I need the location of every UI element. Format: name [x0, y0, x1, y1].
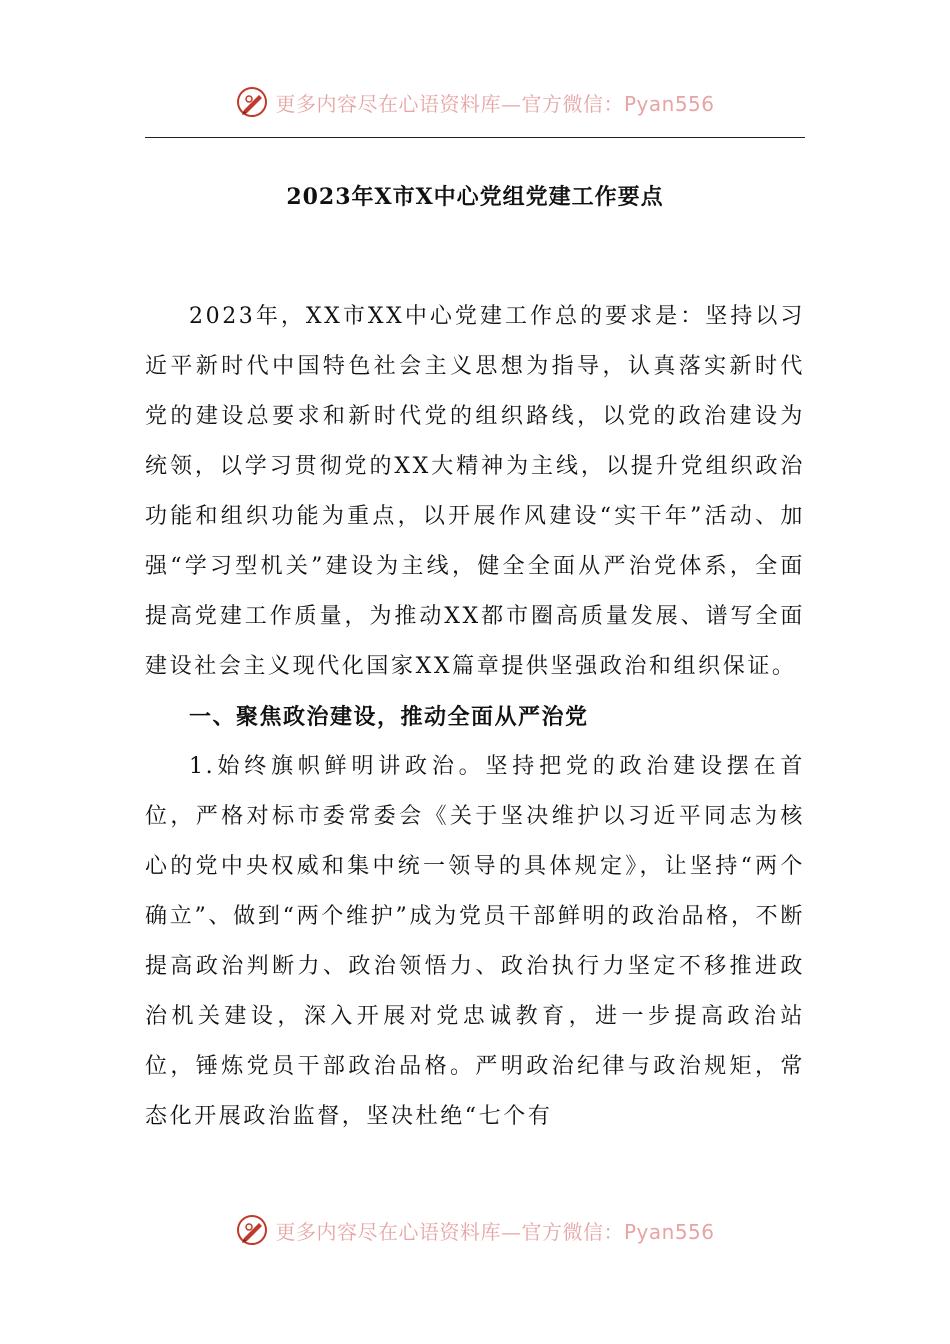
watermark-text: 更多内容尽在心语资料库—官方微信：Pyan556 [275, 1219, 715, 1244]
pen-logo-icon [235, 1213, 269, 1247]
section-heading: 一、聚焦政治建设，推动全面从严治党 [189, 704, 589, 730]
item-paragraph: 1.始终旗帜鲜明讲政治。坚持把党的政治建设摆在首位，严格对标市委常委会《关于坚决维护以习近平同志为核心的党中央权威和集中统一领导的具体规定》，让坚持“两个确立”、做到“两个维护”成为党员干部鲜明的政治品格，不断提高政治判断力、政治领悟力、政治执行力坚定不移推进政治机关建设，深入开展对党忠诚教育，进一步提高政治站位，锤炼党员干部政治品格。严明政治纪律与政治规矩，常态化开展政治监督，坚决杜绝“七个有 [145, 754, 805, 1129]
intro-paragraph: 2023年，XX市XX中心党建工作总的要求是：坚持以习近平新时代中国特色社会主义思想为指导，认真落实新时代党的建设总要求和新时代党的组织路线，以党的政治建设为统领，以学习贯彻党的XX大精神为主线，以提升党组织政治功能和组织功能为重点，以开展作风建设“实干年”活动、加强“学习型机关”建设为主线，健全全面从严治党体系，全面提高党建工作质量，为推动XX都市圈高质量发展、谱写全面建设社会主义现代化国家XX篇章提供坚强政治和组织保证。 [145, 304, 805, 679]
watermark-footer [0, 1210, 950, 1250]
document-body [145, 292, 805, 1142]
watermark-text: 更多内容尽在心语资料库—官方微信：Pyan556 [275, 91, 715, 116]
header-divider [145, 137, 805, 138]
pen-logo-icon [235, 85, 269, 119]
watermark-header [0, 82, 950, 122]
document-title: 2023年X市X中心党组党建工作要点 [286, 184, 664, 210]
